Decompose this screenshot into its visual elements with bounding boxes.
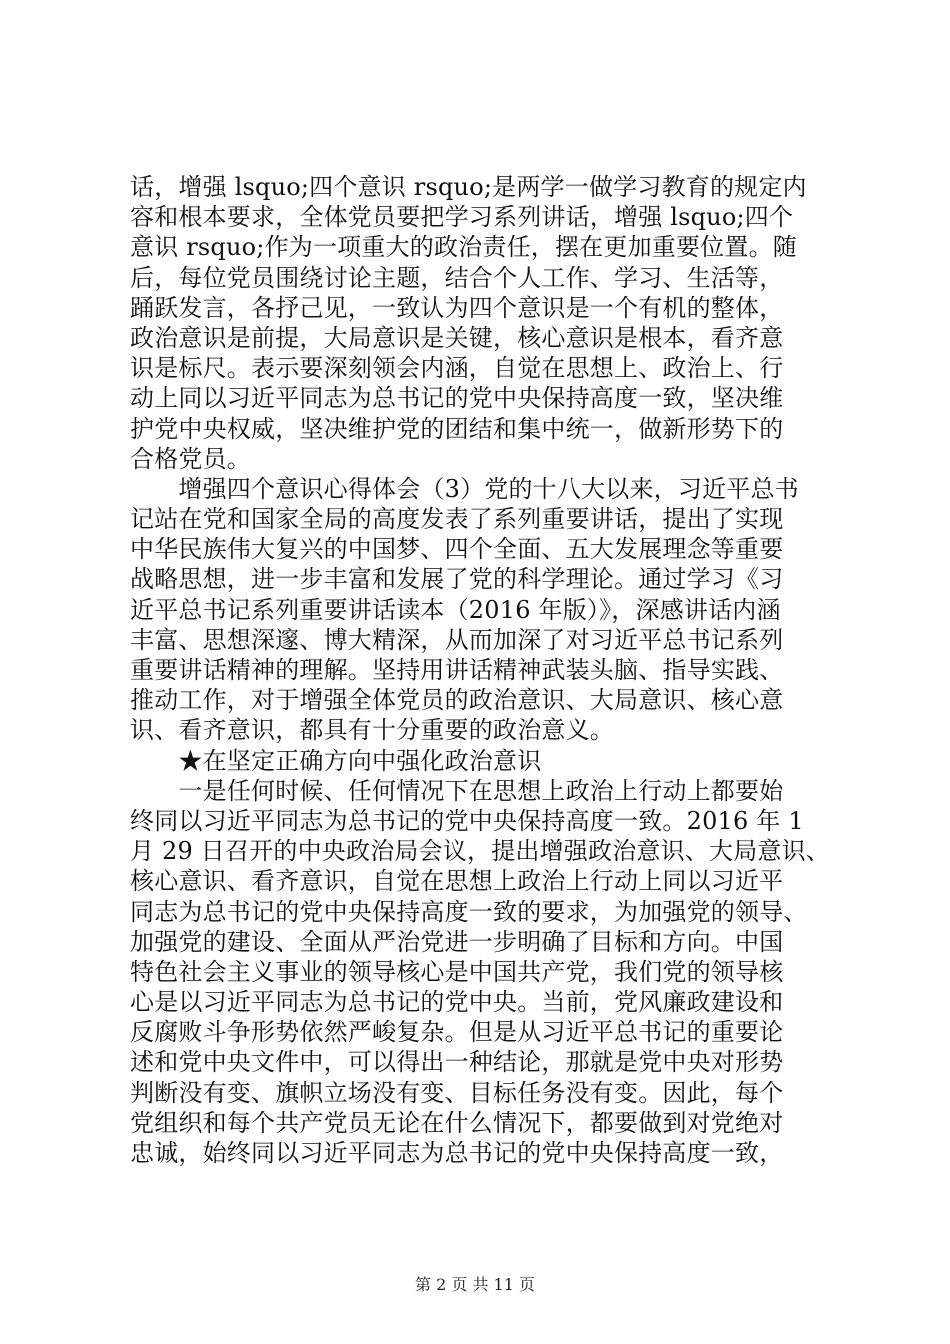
text-line: 后，每位党员围绕讨论主题，结合个人工作、学习、生活等， xyxy=(130,263,784,292)
text-line: 记站在党和国家全局的高度发表了系列重要讲话，提出了实现 xyxy=(130,505,784,534)
text-line: 核心意识、看齐意识，自觉在思想上政治上行动上同以习近平 xyxy=(130,867,784,896)
text-line: 终同以习近平同志为总书记的党中央保持高度一致。2016 年 1 xyxy=(130,806,804,835)
text-line: 一是任何时候、任何情况下在思想上政治上行动上都要始 xyxy=(130,776,784,805)
text-line: ★在坚定正确方向中强化政治意识 xyxy=(130,746,542,775)
text-line: 护党中央权威，坚决维护党的团结和集中统一，做新形势下的 xyxy=(130,414,784,443)
text-line: 反腐败斗争形势依然严峻复杂。但是从习近平总书记的重要论 xyxy=(130,1018,784,1047)
text-line: 重要讲话精神的理解。坚持用讲话精神武装头脑、指导实践、 xyxy=(130,656,784,684)
text-line: 述和党中央文件中，可以得出一种结论，那就是党中央对形势 xyxy=(130,1048,784,1077)
document-body xyxy=(130,172,830,1168)
text-line: 判断没有变、旗帜立场没有变、目标任务没有变。因此，每个 xyxy=(130,1078,784,1107)
text-line: 同志为总书记的党中央保持高度一致的要求，为加强党的领导、 xyxy=(130,897,808,926)
text-line: 月 29 日召开的中央政治局会议，提出增强政治意识、大局意识、 xyxy=(130,837,830,866)
text-line: 意识 rsquo;作为一项重大的政治责任，摆在更加重要位置。随 xyxy=(130,233,797,262)
text-line: 动上同以习近平同志为总书记的党中央保持高度一致，坚决维 xyxy=(130,384,784,413)
text-line: 加强党的建设、全面从严治党进一步明确了目标和方向。中国 xyxy=(130,927,784,956)
text-line: 话，增强 lsquo;四个意识 rsquo;是两学一做学习教育的规定内 xyxy=(130,173,807,201)
text-line: 战略思想，进一步丰富和发展了党的科学理论。通过学习《习 xyxy=(130,565,784,594)
text-line: 增强四个意识心得体会（3）党的十八大以来，习近平总书 xyxy=(130,474,799,503)
text-line: 推动工作，对于增强全体党员的政治意识、大局意识、核心意 xyxy=(130,686,784,715)
text-line: 近平总书记系列重要讲话读本（2016 年版）》，深感讲话内涵 xyxy=(130,595,781,624)
text-line: 心是以习近平同志为总书记的党中央。当前，党风廉政建设和 xyxy=(130,988,784,1017)
text-line: 中华民族伟大复兴的中国梦、四个全面、五大发展理念等重要 xyxy=(130,535,784,564)
text-line: 丰富、思想深邃、博大精深，从而加深了对习近平总书记系列 xyxy=(130,625,784,654)
text-line: 识是标尺。表示要深刻领会内涵，自觉在思想上、政治上、行 xyxy=(130,354,784,383)
text-line: 合格党员。 xyxy=(130,444,251,473)
text-line: 忠诚，始终同以习近平同志为总书记的党中央保持高度一致， xyxy=(130,1139,784,1167)
text-line: 党组织和每个共产党员无论在什么情况下，都要做到对党绝对 xyxy=(130,1108,784,1137)
text-line: 特色社会主义事业的领导核心是中国共产党，我们党的领导核 xyxy=(130,957,784,986)
text-line: 踊跃发言，各抒己见，一致认为四个意识是一个有机的整体， xyxy=(130,293,784,322)
text-line: 政治意识是前提，大局意识是关键，核心意识是根本，看齐意 xyxy=(130,323,784,352)
page-footer: 第 2 页 共 11 页 xyxy=(415,1275,535,1294)
text-line: 识、看齐意识，都具有十分重要的政治意义。 xyxy=(130,716,614,745)
text-line: 容和根本要求，全体党员要把学习系列讲话，增强 lsquo;四个 xyxy=(130,203,794,232)
